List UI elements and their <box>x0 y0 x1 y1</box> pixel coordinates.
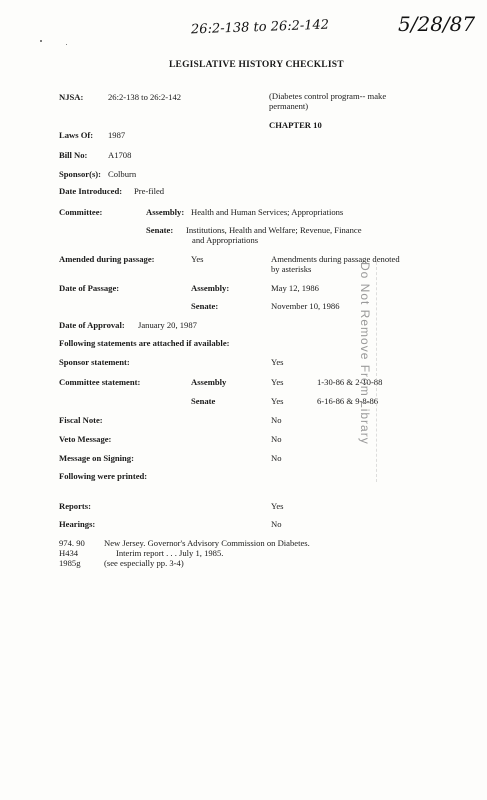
committee-statement-senate-label: Senate <box>191 396 216 406</box>
reports-label: Reports: <box>59 501 91 511</box>
bill-no-value: A1708 <box>108 150 132 160</box>
sponsors-value: Colburn <box>108 169 137 179</box>
citation-call-number-2: H434 <box>59 548 79 558</box>
date-of-passage-label: Date of Passage: <box>59 283 120 293</box>
amended-label: Amended during passage: <box>59 254 155 264</box>
reports-value: Yes <box>271 501 284 511</box>
date-of-approval-value: January 20, 1987 <box>138 320 197 330</box>
speck <box>66 44 67 45</box>
fiscal-note-label: Fiscal Note: <box>59 415 103 425</box>
committee-statement-label: Committee statement: <box>59 377 141 387</box>
citation-line1: New Jersey. Governor's Advisory Commission on Diabetes. <box>104 538 310 548</box>
passage-senate-value: November 10, 1986 <box>271 301 340 311</box>
handwritten-range: 26:2-138 to 26:2-142 <box>190 17 330 38</box>
message-on-signing-value: No <box>271 453 282 463</box>
stamp-border <box>376 262 417 482</box>
passage-assembly-value: May 12, 1986 <box>271 283 319 293</box>
njsa-description-line1: (Diabetes control program-- make <box>269 91 387 101</box>
amended-value: Yes <box>191 254 204 264</box>
committee-statement-senate-dates: 6-16-86 & 9-8-86 <box>317 396 379 406</box>
hearings-label: Hearings: <box>59 519 96 529</box>
message-on-signing-label: Message on Signing: <box>59 453 134 463</box>
hearings-value: No <box>271 519 282 529</box>
speck <box>40 40 42 42</box>
njsa-description-line2: permanent) <box>269 101 309 111</box>
citation-call-number-3: 1985g <box>59 558 81 568</box>
committee-senate-line1: Institutions, Health and Welfare; Revenue, Finance <box>186 225 362 235</box>
citation-line3: (see especially pp. 3-4) <box>104 558 184 568</box>
passage-senate-label: Senate: <box>191 301 219 311</box>
committee-statement-senate-value: Yes <box>271 396 284 406</box>
laws-of-label: Laws Of: <box>59 130 94 140</box>
sponsor-statement-label: Sponsor statement: <box>59 357 130 367</box>
citation-line2: Interim report . . . July 1, 1985. <box>116 548 224 558</box>
laws-of-value: 1987 <box>108 130 126 140</box>
bill-no-label: Bill No: <box>59 150 88 160</box>
date-of-approval-label: Date of Approval: <box>59 320 125 330</box>
veto-message-value: No <box>271 434 282 444</box>
following-printed-heading: Following were printed: <box>59 471 148 481</box>
committee-assembly-value: Health and Human Services; Appropriations <box>191 207 344 217</box>
njsa-value: 26:2-138 to 26:2-142 <box>108 92 182 102</box>
amended-note-line2: by asterisks <box>271 264 312 274</box>
njsa-label: NJSA: <box>59 92 84 102</box>
date-introduced-label: Date Introduced: <box>59 186 123 196</box>
committee-label: Committee: <box>59 207 103 217</box>
committee-statement-assembly-value: Yes <box>271 377 284 387</box>
handwritten-date: 5/28/87 <box>398 12 476 36</box>
committee-statement-assembly-label: Assembly <box>191 377 227 387</box>
committee-statement-assembly-dates: 1-30-86 & 2-10-88 <box>317 377 383 387</box>
veto-message-label: Veto Message: <box>59 434 112 444</box>
library-stamp: Do Not Remove From Library <box>358 262 372 445</box>
passage-assembly-label: Assembly: <box>191 283 230 293</box>
fiscal-note-value: No <box>271 415 282 425</box>
committee-senate-label: Senate: <box>146 225 174 235</box>
committee-senate-line2: and Appropriations <box>192 235 259 245</box>
sponsors-label: Sponsor(s): <box>59 169 102 179</box>
citation-call-number-1: 974. 90 <box>59 538 85 548</box>
date-introduced-value: Pre-filed <box>134 186 165 196</box>
committee-assembly-label: Assembly: <box>146 207 185 217</box>
page-title: LEGISLATIVE HISTORY CHECKLIST <box>169 60 344 70</box>
following-attached-heading: Following statements are attached if available: <box>59 338 230 348</box>
sponsor-statement-value: Yes <box>271 357 284 367</box>
chapter: CHAPTER 10 <box>269 120 322 130</box>
amended-note-line1: Amendments during passage denoted <box>271 254 400 264</box>
